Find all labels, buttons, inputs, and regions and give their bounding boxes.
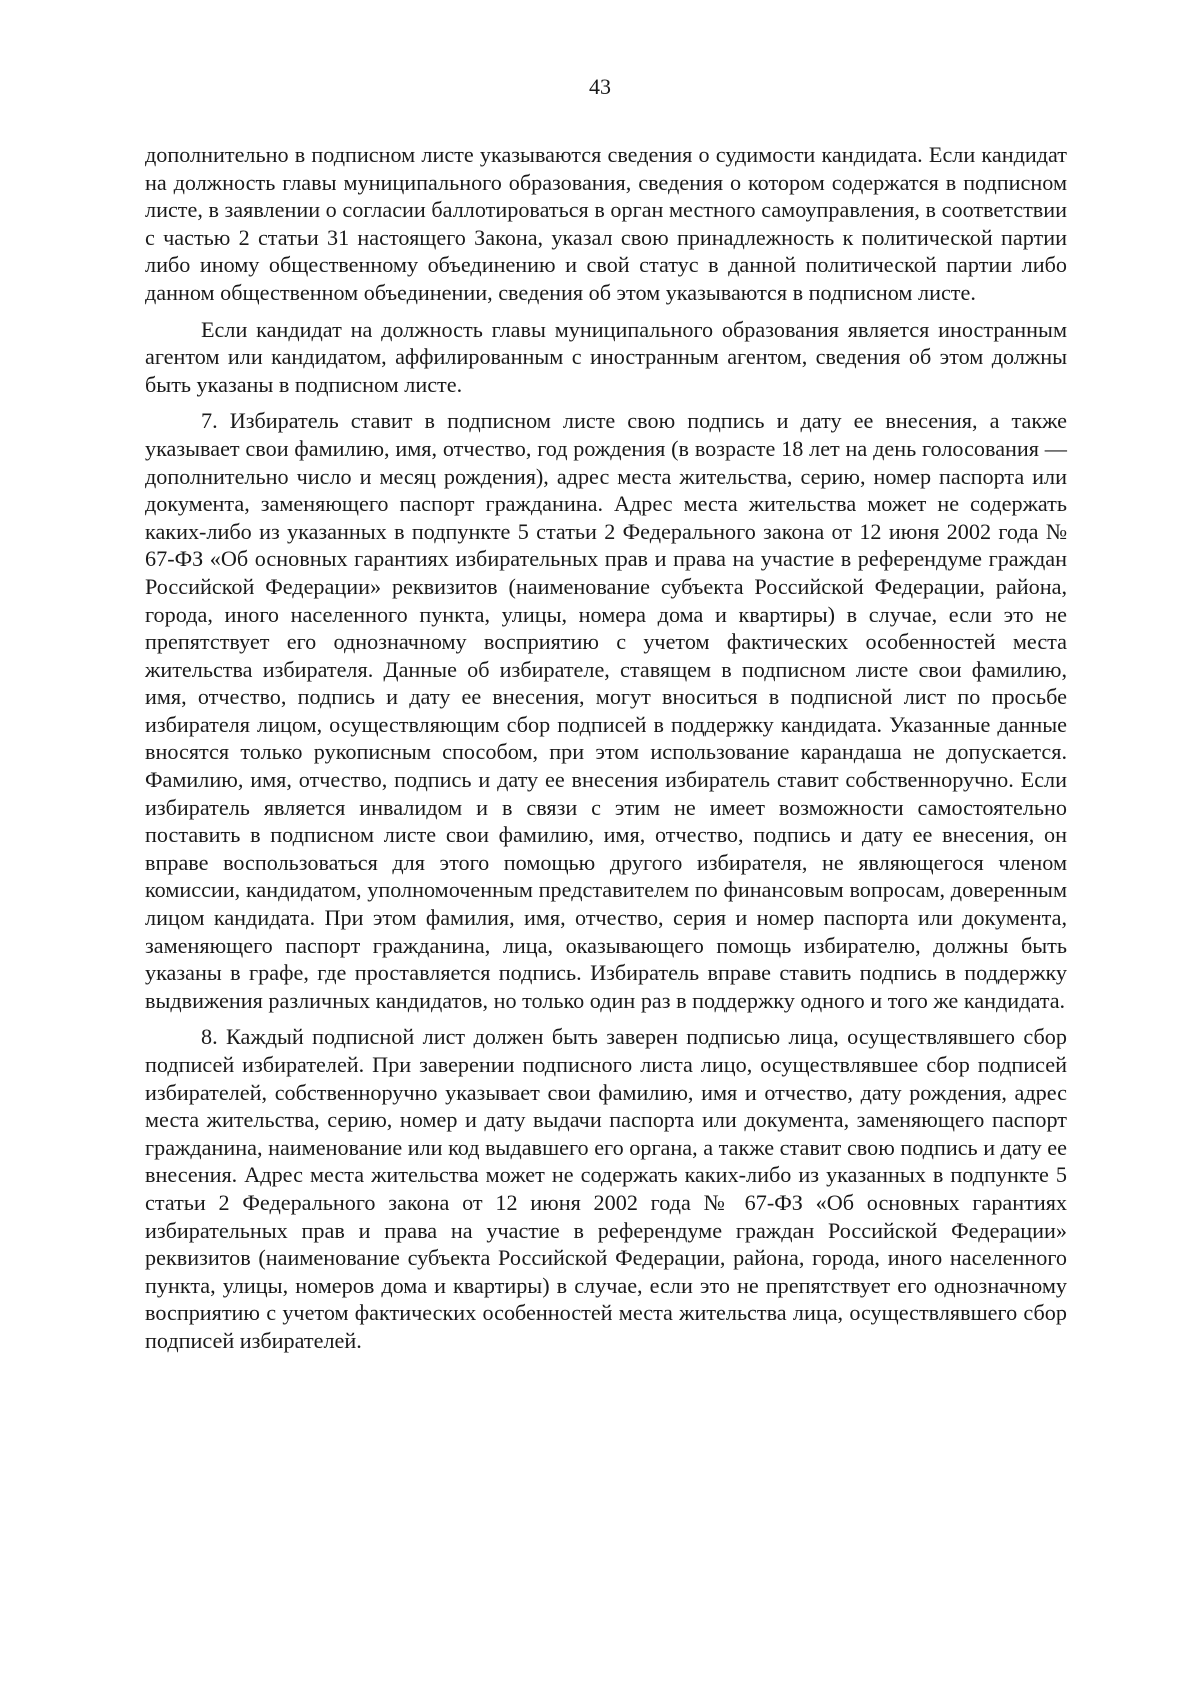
paragraph-item-7: 7. Избиратель ставит в подписном листе свою подпись и дату ее внесения, а также указывает свои фамилию, имя, отчество, год рождения (в возрасте 18 лет на день голосования — дополнительно число и месяц рождения), адрес места жительства, серию, номер паспорта или документа, заменяющего паспорт гражданина. Адрес места жительства может не содержать каких-либо из указанных в подпункте 5 статьи 2 Федерального закона от 12 июня 2002 года № 67-ФЗ «Об основных гарантиях избирательных прав и права на участие в референдуме граждан Российской Федерации» реквизитов (наименование субъекта Российской Федерации, района, города, иного населенного пункта, улицы, номера дома и квартиры) в случае, если это не препятствует его однозначному восприятию с учетом фактических особенностей места жительства избирателя. Данные об избирателе, ставящем в подписном листе свои фамилию, имя, отчество, подпись и дату ее внесения, могут вноситься в подписной лист по просьбе избирателя лицом, осуществляющим сбор подписей в поддержку кандидата. Указанные данные вносятся только рукописным способом, при этом использование карандаша не допускается. Фамилию, имя, отчество, подпись и дату ее внесения избиратель ставит собственноручно. Если избиратель является инвалидом и в связи с этим не имеет возможности самостоятельно поставить в подписном листе свои фамилию, имя, отчество, подпись и дату ее внесения, он вправе воспользоваться для этого помощью другого избирателя, не являющегося членом комиссии, кандидатом, уполномоченным представителем по финансовым вопросам, доверенным лицом кандидата. При этом фамилия, имя, отчество, серия и номер паспорта или документа, заменяющего паспорт гражданина, лица, оказывающего помощь избирателю, должны быть указаны в графе, где проставляется подпись. Избиратель вправе ставить подпись в поддержку выдвижения различных кандидатов, но только один раз в поддержку одного и того же кандидата. [145, 408, 1067, 1013]
page-number: 43 [589, 74, 611, 99]
paragraph-item-8: 8. Каждый подписной лист должен быть заверен подписью лица, осуществлявшего сбор подписей избирателей. При заверении подписного листа лицо, осуществлявшее сбор подписей избирателей, собственноручно указывает свои фамилию, имя и отчество, дату рождения, адрес места жительства, серию, номер и дату выдачи паспорта или документа, заменяющего паспорт гражданина, наименование или код выдавшего его органа, а также ставит свою подпись и дату ее внесения. Адрес места жительства может не содержать каких-либо из указанных в подпункте 5 статьи 2 Федерального закона от 12 июня 2002 года № 67-ФЗ «Об основных гарантиях избирательных прав и права на участие в референдуме граждан Российской Федерации» реквизитов (наименование субъекта Российской Федерации, района, города, иного населенного пункта, улицы, номеров дома и квартиры) в случае, если это не препятствует его однозначному восприятию с учетом фактических особенностей места жительства лица, осуществлявшего сбор подписей избирателей. [145, 1024, 1067, 1353]
document-body [145, 141, 1067, 1364]
paragraph-continuation: дополнительно в подписном листе указываются сведения о судимости кандидата. Если кандидат на должность главы муниципального образования, сведения о котором содержатся в подписном листе, в заявлении о согласии баллотироваться в орган местного самоуправления, в соответствии с частью 2 статьи 31 настоящего Закона, указал свою принадлежность к политической партии либо иному общественному объединению и свой статус в данной политической партии либо данном общественном объединении, сведения об этом указываются в подписном листе. [145, 142, 1067, 305]
paragraph-foreign-agent: Если кандидат на должность главы муниципального образования является иностранным агентом или кандидатом, аффилированным с иностранным агентом, сведения об этом должны быть указаны в подписном листе. [145, 316, 1067, 397]
